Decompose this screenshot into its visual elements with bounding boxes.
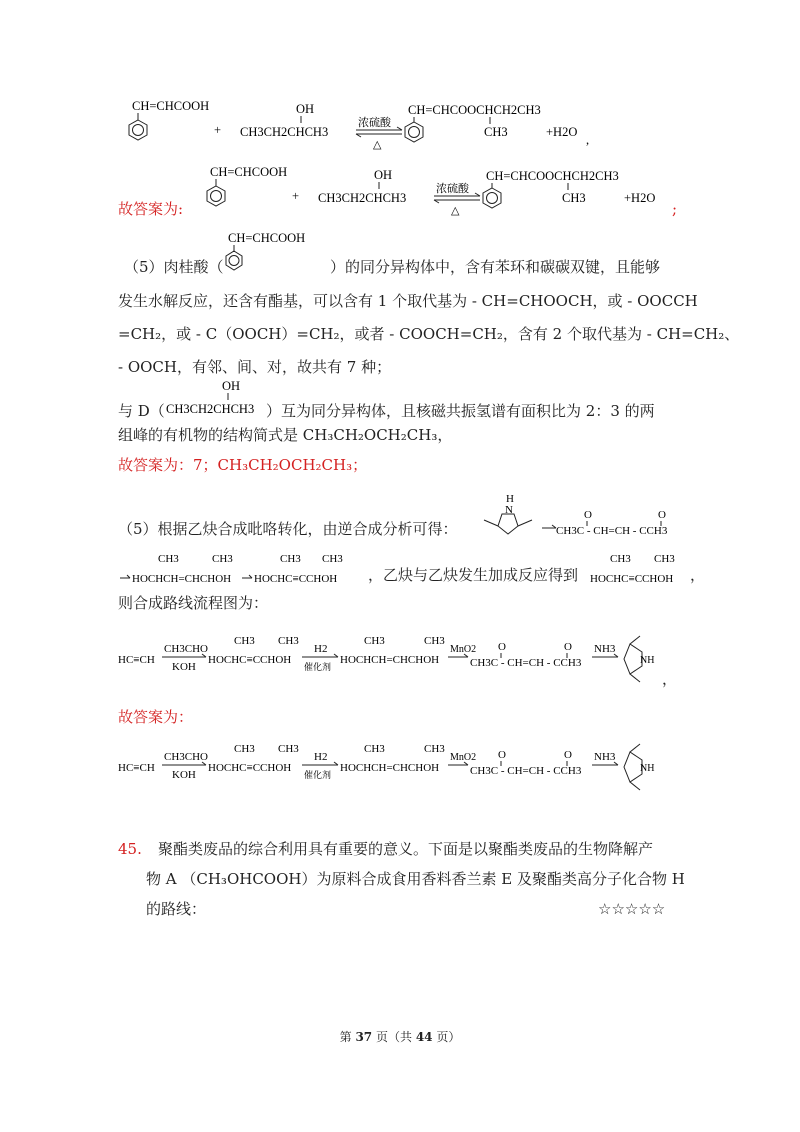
benzene-circle [487, 193, 498, 204]
cinnamic-acid-formula: CH=CHCOOH [228, 231, 306, 245]
yne-diol-formula: HOCHC≡CCHOH [590, 573, 674, 585]
methyl-label: CH3 [610, 553, 631, 565]
methyl-label: CH3 [364, 635, 385, 647]
yne-diol: HOCHC≡CCHOH [208, 762, 292, 774]
q5a-line5-post: ）互为同分异构体，且核磁共振氢谱有面积比为 2：3 的两 [266, 402, 655, 420]
methyl-label: CH3 [424, 635, 445, 647]
q5a-line5-pre: 与 D（ [118, 402, 165, 420]
benzene-circle [133, 125, 144, 136]
methyl-label: CH3 [280, 553, 301, 565]
benzene-ring [226, 251, 242, 270]
butanol-formula: CH3CH2CHCH3 [240, 125, 329, 139]
reagent-h2: H2 [314, 751, 328, 763]
carbonyl-o: O [658, 509, 666, 521]
q5b-line1: （5）根据乙炔合成吡咯转化，由逆合成分析可得： [118, 520, 458, 538]
route-diagram-2 [118, 740, 678, 796]
benzene-ring [207, 186, 225, 206]
methyl-label: CH3 [234, 635, 255, 647]
methyl-bond [630, 636, 640, 644]
q5a-answer: 故答案为：7；CH₃CH₂OCH₂CH₃； [118, 456, 368, 474]
carbonyl-o: O [564, 749, 572, 761]
q5a-line3: =CH₂，或 - C（OOCH）=CH₂，或者 - COOCH=CH₂，含有 2 个取代基为 - CH=CH₂、 [118, 325, 740, 343]
methyl-branch: CH3 [484, 125, 508, 139]
water-label: +H2O [546, 125, 578, 139]
q45-line2: 物 A （CH₃OHCOOH）为原料合成食用香料香兰素 E 及聚酯类高分子化合物 H [146, 870, 685, 888]
carbonyl-o: O [498, 641, 506, 653]
diketone: CH3C - CH=CH - CCH3 [470, 657, 582, 669]
reagent-koh: KOH [172, 661, 196, 673]
carbonyl-o: O [584, 509, 592, 521]
comma: , [586, 133, 590, 147]
methyl-bond [630, 782, 640, 790]
reagent-h2: H2 [314, 643, 328, 655]
methyl-branch: CH3 [562, 191, 586, 205]
methyl-label: CH3 [322, 553, 343, 565]
hydroxyl-label: OH [374, 168, 393, 182]
reagent-mno2: MnO2 [450, 644, 477, 655]
methyl-label: CH3 [424, 743, 445, 755]
carbonyl-o: O [498, 749, 506, 761]
methyl-label: CH3 [212, 553, 233, 565]
ester-product-formula: CH=CHCOOCHCH2CH3 [408, 103, 541, 117]
butanol-formula: CH3CH2CHCH3 [318, 191, 407, 205]
q5b-line2 [118, 544, 706, 590]
methyl-label: CH3 [364, 743, 385, 755]
benzene-circle [409, 127, 420, 138]
benzene-ring [483, 188, 501, 208]
q5b-line3: 则合成路线流程图为： [118, 594, 269, 612]
reagent-acetaldehyde: CH3CHO [164, 751, 209, 763]
carbonyl-o: O [564, 641, 572, 653]
difficulty-stars: ☆☆☆☆☆ [598, 900, 666, 918]
benzene-circle [211, 191, 222, 202]
pyrrole-ring [498, 514, 518, 534]
water-label: +H2O [624, 191, 656, 205]
footer-mid: 页（共 [375, 1030, 412, 1044]
reaction-1-diagram [118, 92, 718, 162]
ene-diol-formula: HOCHCH=CHCHOH [132, 573, 232, 585]
synthesis-route-1 [118, 632, 678, 688]
acetylene: HC≡CH [118, 762, 155, 774]
ester-product-formula: CH=CHCOOCHCH2CH3 [486, 169, 619, 183]
current-page: 37 [355, 1030, 373, 1044]
reagent-nh3: NH3 [594, 643, 616, 655]
cinnamic-acid-formula: CH=CHCOOH [132, 99, 210, 113]
plus-sign: + [214, 123, 222, 137]
diol-intermediates [118, 544, 368, 590]
reagent-acetaldehyde: CH3CHO [164, 643, 209, 655]
pyrrole-n: N [505, 504, 513, 516]
benzene-ring [405, 122, 423, 142]
cinnamic-acid-formula: CH=CHCOOH [210, 165, 288, 179]
q45-line3: 的路线： [146, 900, 207, 918]
methyl-bond [630, 674, 640, 682]
methyl-bond [484, 520, 498, 526]
butanol-inline [162, 376, 282, 422]
pyrrole-nh: NH [640, 655, 655, 666]
catalyst-label: 浓硫酸 [358, 117, 391, 129]
q5a-suffix: ）的同分异构体中，含有苯环和碳碳双键，且能够 [330, 258, 661, 276]
q5a-line6: 组峰的有机物的结构简式是 CH₃CH₂OCH₂CH₃， [118, 426, 453, 444]
acetylene: HC≡CH [118, 654, 155, 666]
methyl-label: CH3 [278, 743, 299, 755]
hydroxyl-label: OH [222, 379, 241, 393]
reaction-equation-1 [118, 92, 718, 162]
methyl-bond [630, 744, 640, 752]
reagent-nh3: NH3 [594, 751, 616, 763]
methyl-label: CH3 [234, 743, 255, 755]
q5a-prefix: （5）肉桂酸（ [124, 258, 224, 276]
page-footer [0, 1028, 800, 1045]
ene-diol: HOCHCH=CHCHOH [340, 654, 440, 666]
heat-label: △ [451, 205, 460, 217]
q5a-line2: 发生水解反应，还含有酯基，可以含有 1 个取代基为 - CH=CHOOCH，或 - OOCCH [118, 292, 698, 310]
route-end-comma: ， [662, 670, 678, 688]
plus-sign: + [292, 189, 300, 203]
route-diagram-1 [118, 632, 678, 688]
pyrrole-nh: NH [640, 763, 655, 774]
methyl-label: CH3 [278, 635, 299, 647]
diketone: CH3C - CH=CH - CCH3 [470, 765, 582, 777]
question-number-45: 45. [118, 840, 142, 858]
reagent-catalyst: 催化剂 [304, 662, 332, 672]
answer-label-1: 故答案为: [118, 200, 184, 218]
pyrrole-h: H [506, 493, 514, 505]
q5a-line1 [118, 228, 698, 278]
benzene-circle [229, 256, 239, 266]
synthesis-route-2 [118, 740, 678, 796]
q5b-line2-mid: ，乙炔与乙炔发生加成反应得到 [368, 566, 579, 584]
catalyst-label: 浓硫酸 [436, 183, 469, 195]
yne-diol-product [588, 544, 688, 590]
reaction-equation-1-answer [196, 158, 696, 228]
hydroxyl-label: OH [296, 102, 315, 116]
heat-label: △ [373, 139, 382, 151]
q45-line1: 聚酯类废品的综合利用具有重要的意义。下面是以聚酯类废品的生物降解产 [158, 840, 654, 858]
pyrrole-retro-diagram [470, 490, 700, 540]
methyl-label: CH3 [654, 553, 675, 565]
butanol-formula: CH3CH2CHCH3 [166, 402, 255, 416]
q5a-line5 [118, 376, 698, 422]
footer-post: 页） [436, 1030, 461, 1044]
reagent-koh: KOH [172, 769, 196, 781]
pyrrole-to-diketone [470, 490, 700, 540]
q5b-line2-end: ， [690, 566, 706, 584]
methyl-bond [518, 520, 532, 526]
reagent-mno2: MnO2 [450, 752, 477, 763]
answer-1-end: ; [672, 200, 678, 218]
footer-pre: 第 [339, 1030, 352, 1044]
methyl-label: CH3 [158, 553, 179, 565]
yne-diol: HOCHC≡CCHOH [208, 654, 292, 666]
yne-diol-formula: HOCHC≡CCHOH [254, 573, 338, 585]
reaction-1-answer-diagram [196, 158, 696, 228]
q5a-line4: - OOCH，有邻、间、对，故共有 7 种； [118, 358, 392, 376]
cinnamic-acid-inline [214, 228, 344, 278]
benzene-ring [129, 120, 147, 140]
reagent-catalyst: 催化剂 [304, 770, 332, 780]
answer-label-5b: 故答案为： [118, 708, 194, 726]
ene-diol: HOCHCH=CHCHOH [340, 762, 440, 774]
diketone-formula: CH3C - CH=CH - CCH3 [556, 525, 668, 537]
total-pages: 44 [415, 1030, 433, 1044]
